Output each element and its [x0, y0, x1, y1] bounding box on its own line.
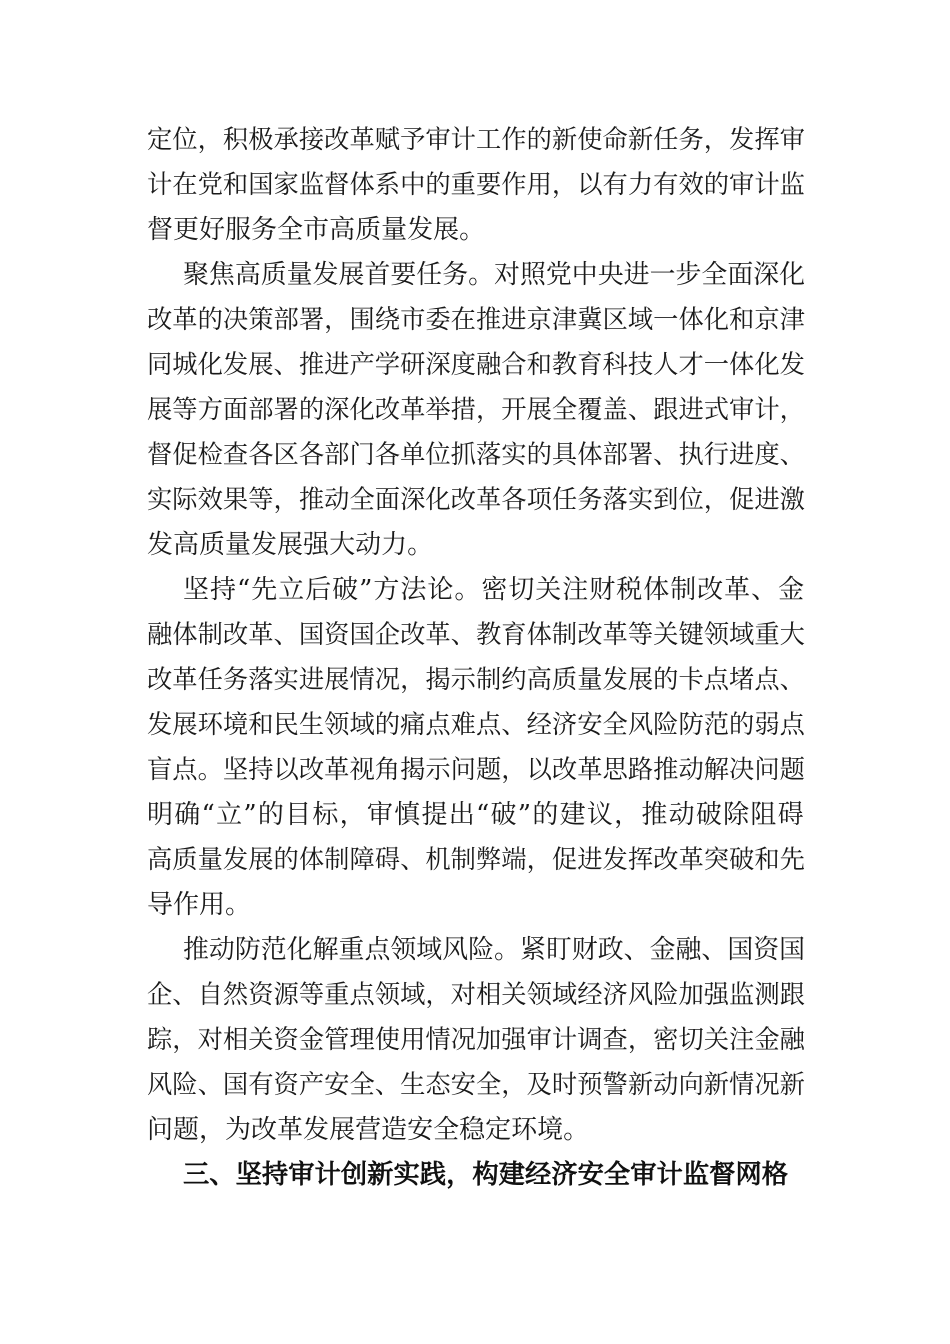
paragraph-line: 督更好服务全市高质量发展。: [147, 215, 486, 245]
paragraph-line: 问题，为改革发展营造安全稳定环境。: [147, 1115, 590, 1145]
paragraph-line: 督促检查各区各部门各单位抓落实的具体部署、执行进度、: [147, 440, 805, 469]
paragraph-line: 定位，积极承接改革赋予审计工作的新使命新任务，发挥审: [147, 125, 805, 154]
paragraph-line: 融体制改革、国资国企改革、教育体制改革等关键领域重大: [147, 620, 805, 649]
paragraph-line: 计在党和国家监督体系中的重要作用，以有力有效的审计监: [147, 170, 805, 199]
paragraph-line: 盲点。坚持以改革视角揭示问题，以改革思路推动解决问题: [147, 755, 805, 784]
paragraph-line: 推动防范化解重点领域风险。紧盯财政、金融、国资国: [183, 935, 806, 965]
paragraph-line: 风险、国有资产安全、生态安全，及时预警新动向新情况新: [147, 1070, 805, 1099]
paragraph-line: 改革任务落实进展情况，揭示制约高质量发展的卡点堵点、: [147, 665, 805, 694]
paragraph-line: 实际效果等，推动全面深化改革各项任务落实到位，促进激: [147, 485, 805, 514]
paragraph-line: 企、自然资源等重点领域，对相关领域经济风险加强监测跟: [147, 980, 805, 1009]
paragraph-line: 明确“立”的目标，审慎提出“破”的建议，推动破除阻碍: [147, 800, 805, 830]
paragraph-line: 发展环境和民生领域的痛点难点、经济安全风险防范的弱点: [147, 710, 805, 739]
paragraph-line: 发高质量发展强大动力。: [147, 530, 434, 560]
paragraph-line: 高质量发展的体制障碍、机制弊端，促进发挥改革突破和先: [147, 845, 805, 874]
paragraph-line: 导作用。: [147, 890, 252, 920]
section-heading: 三、坚持审计创新实践，构建经济安全审计监督网格: [183, 1160, 789, 1190]
paragraph-line: 同城化发展、推进产学研深度融合和教育科技人才一体化发: [147, 350, 805, 379]
paragraph-line: 坚持“先立后破”方法论。密切关注财税体制改革、金: [183, 575, 806, 605]
paragraph-line: 踪，对相关资金管理使用情况加强审计调查，密切关注金融: [147, 1025, 805, 1054]
paragraph-line: 改革的决策部署，围绕市委在推进京津冀区域一体化和京津: [147, 305, 805, 334]
paragraph-line: 展等方面部署的深化改革举措，开展全覆盖、跟进式审计，: [147, 395, 805, 424]
paragraph-line: 聚焦高质量发展首要任务。对照党中央进一步全面深化: [183, 260, 806, 290]
